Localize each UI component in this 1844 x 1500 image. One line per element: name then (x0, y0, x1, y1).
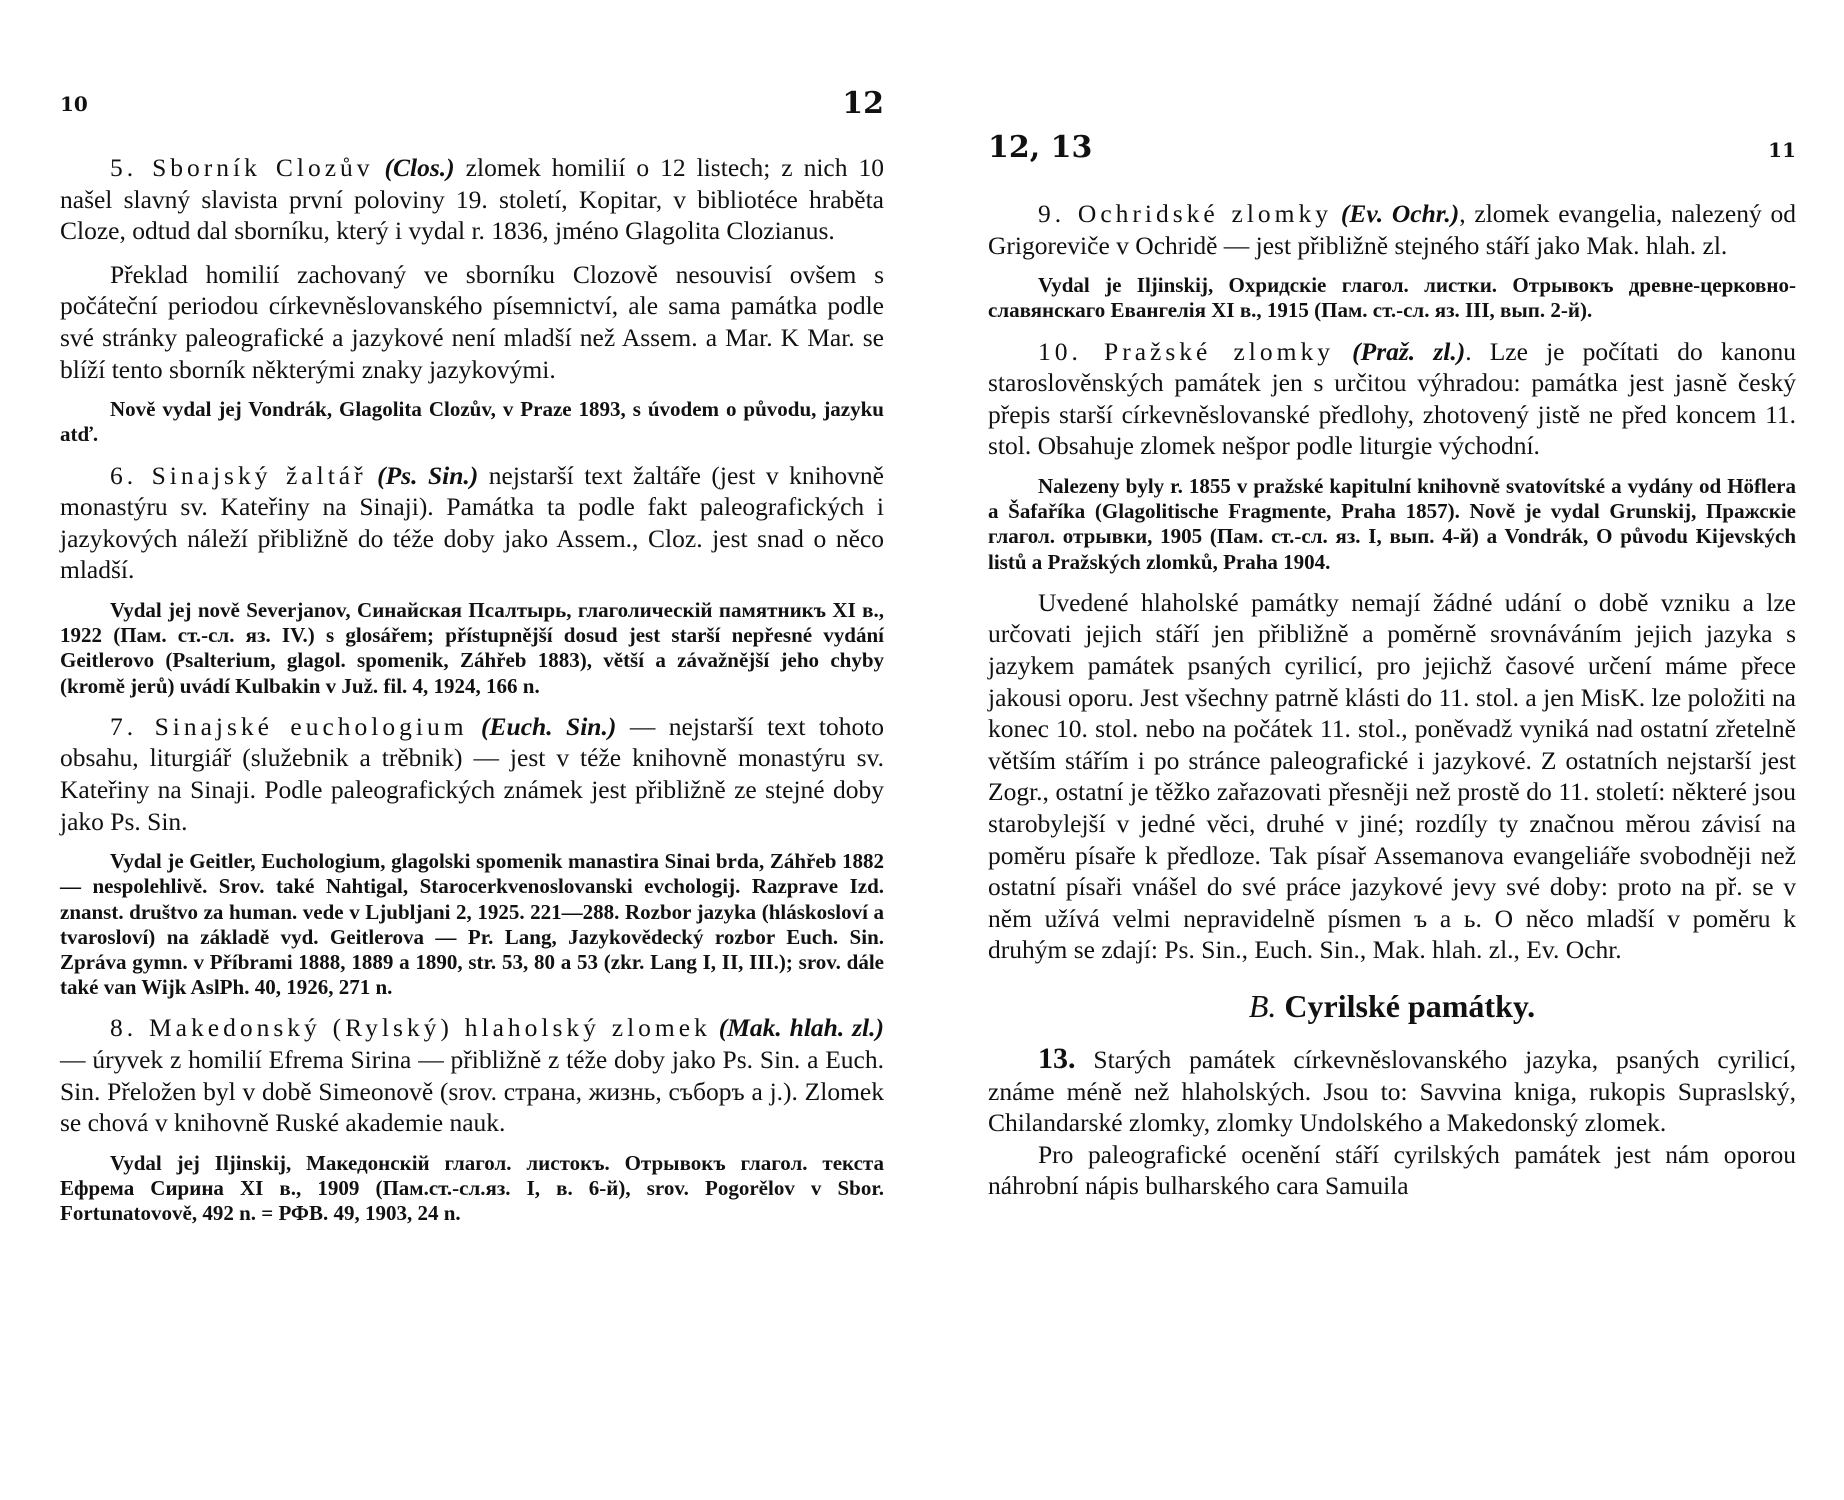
section-7-abbreviation: (Euch. Sin.) (481, 711, 617, 741)
section-13-text: Starých památek církevněslovanského jazyka, psaných cyrilicí, známe méně než hlaholských. Jsou to: Savvina kniga, rukopis Supraslský, Chilandarské zlomky, zlomky Undolského a Makedonský zlomek. (988, 1044, 1797, 1138)
section-10-text: . Lze je počítati do kanonu staroslověnských památek jen s určitou výhradou: památka jest jasně český přepis starší církevněslovanské předlohy, zhotovený jistě ne před koncem 11. stol. Obsahuje zlomek nešpor podle liturgie východní. (988, 336, 1796, 461)
page-number: 10 (60, 92, 88, 116)
section-6-paragraph (60, 460, 884, 586)
right-page-header (988, 130, 1796, 198)
section-13-number: 13. (1038, 1041, 1076, 1075)
section-b-letter: B. (1248, 987, 1277, 1024)
section-8-abbreviation: (Mak. hlah. zl.) (718, 1013, 884, 1043)
section-reference: 12, 13 (988, 130, 1093, 165)
right-page (922, 0, 1844, 1500)
section-9-text: , zlomek evangelia, nalezený od Grigoreviče v Ochridě — jest přibližně stejného stáří jako Mak. hlah. zl. (988, 199, 1797, 260)
section-13-paragraph-2: Pro paleografické ocenění stáří cyrilských památek jest nám oporou náhrobní nápis bulharského cara Samuila (988, 1139, 1796, 1201)
summary-paragraph: Uvedené hlaholské památky nemají žádné udání o době vzniku a lze určovati jejich stáří jen přibližně a poměrně srovnáváním jejich jazyka s jazykem památek psaných cyrilicí, pro jejichž časové určení máme přece jakousi oporu. Jest všechny patrně klásti do 11. stol. a jen MisK. lze položiti na konec 10. stol. nebo na počátek 11. stol., poněvadž vyniká nad ostatní zřetelně větším stářím i po stránce paleografické i jazykové. Z ostatních nejstarší jest Zogr., ostatní je těžko zařazovati přesněji než prostě do 11. století: některé jsou starobylejší v jedné věci, druhé v jiné; rozdíly ty značnou měrou závisí na poměru písaře k předloze. Tak písař Assemanova evangeliáře svobodněji než ostatní písaři vnášel do své práce jazykové jevy své doby: proto na př. se v něm užívá velmi nepravidelně písmen ъ a ь. O něco mladší v poměru k druhým se zdají: Ps. Sin., Euch. Sin., Mak. hlah. zl., Ev. Ochr. (988, 587, 1796, 965)
section-10-heading: 10. Pražské zlomky (1038, 336, 1334, 366)
section-7-paragraph (60, 711, 884, 837)
section-6-note: Vydal jej nově Severjanov, Синайская Псалтырь, глаголическій памятникъ XI в., 1922 (Пам. ст.-сл. яз. IV.) s glosářem; přístupnější dosud jest starší nepřesné vydání Geitlerovo (Psalterium, glagol. spomenik, Záhřeb 1883), větší a závažnější jeho chyby (kromě jerů) uvádí Kulbakin v Juž. fil. 4, 1924, 166 n. (60, 597, 884, 698)
section-8-text: — úryvek z homilií Efrema Sirina — přibližně z téže doby jako Ps. Sin. a Euch. Sin. Přeložen byl v době Simeonově (srov. страна, жизнь, съборъ a j.). Zlomek se chová v knihovně Ruské akademie nauk. (60, 1044, 884, 1138)
section-6-abbreviation: (Ps. Sin.) (377, 460, 479, 490)
section-5-note: Nově vydal jej Vondrák, Glagolita Clozův, v Praze 1893, s úvodem o původu, jazyku atď. (60, 397, 884, 447)
section-9-abbreviation: (Ev. Ochr.) (1340, 199, 1460, 228)
section-b-title: Cyrilské památky. (1284, 987, 1536, 1024)
section-5-abbreviation: (Clos.) (384, 153, 455, 182)
section-10-abbreviation: (Praž. zl.) (1352, 336, 1466, 366)
left-page-header (60, 86, 884, 152)
section-reference: 12 (842, 86, 884, 121)
section-6-heading: 6. Sinajský žaltář (110, 460, 367, 490)
section-9-note: Vydal je Iljinskij, Охридскіе глагол. листки. Отрывокъ древне-церковно-славянскаго Евангелія XI в., 1915 (Пам. ст.-сл. яз. III, вып. 2-й). (988, 273, 1796, 323)
section-6-text: nejstarší text žaltáře (jest v knihovně monastýru sv. Kateřiny na Sinaji). Památka ta podle fakt paleografických i jazykových náleží přibližně do téže doby jako Assem., Cloz. jest snad o něco mladší. (60, 460, 884, 585)
section-7-note: Vydal je Geitler, Euchologium, glagolski spomenik manastira Sinai brda, Záhřeb 1882 — nespolehlivě. Srov. také Nahtigal, Starocerkvenoslovanski evchologij. Razprave Izd. znanst. društvo za human. vede v Ljubljani 2, 1925. 221—288. Rozbor jazyka (hláskosloví a tvarosloví) na základě vyd. Geitlerova — Pr. Lang, Jazykovědecký rozbor Euch. Sin. Zpráva gymn. v Příbrami 1888, 1889 a 1890, str. 53, 80 a 53 (zkr. Lang I, II, III.); srov. dále také van Wijk AslPh. 40, 1926, 271 n. (60, 849, 884, 1000)
section-9-paragraph (988, 198, 1796, 261)
section-10-note: Nalezeny byly r. 1855 v pražské kapitulní knihovně svatovítské a vydány od Höflera a Šafaříka (Glagolitische Fragmente, Praha 1857). Nově je vydal Grunskij, Пражскіе глагол. отрывки, 1905 (Пам. ст.-сл. яз. I, вып. 4-й) a Vondrák, O původu Kijevských listů a Pražských zlomků, Praha 1904. (988, 473, 1796, 574)
section-b-heading (988, 988, 1796, 1025)
section-7-text: — nejstarší text tohoto obsahu, liturgiář (služebnik a trěbnik) — jest v téže knihovně monastýru sv. Kateřiny na Sinaji. Podle paleografických známek jest přibližně ze stejné doby jako Ps. Sin. (60, 711, 885, 836)
section-5-paragraph-2: Překlad homilií zachovaný ve sborníku Clozově nesouvisí ovšem s počáteční periodou církevněslovanského písemnictví, ale sama památka podle své stránky paleografické a jazykové není mladší než Assem. a Mar. K Mar. se blíží tento sborník některými znaky jazykovými. (60, 259, 884, 384)
section-5-heading: 5. Sborník Clozův (110, 153, 374, 182)
section-8-heading: 8. Makedonský (Rylský) hlaholský zlomek (110, 1013, 711, 1043)
section-13-paragraph (988, 1043, 1796, 1139)
page-number: 11 (1768, 138, 1796, 162)
section-7-heading: 7. Sinajské euchologium (110, 711, 468, 741)
section-8-paragraph (60, 1012, 884, 1138)
section-8-note: Vydal jej Iljinskij, Македонскій глагол. листокъ. Отрывокъ глагол. текста Ефрема Сирина XI в., 1909 (Пам.ст.-сл.яз. I, в. 6-й), srov. Pogorělov v Sbor. Fortunatovově, 492 n. = РФВ. 49, 1903, 24 n. (60, 1150, 884, 1226)
section-5-text: zlomek homilií o 12 listech; z nich 10 našel slavný slavista první poloviny 19. století, Kopitar, v bibliotéce hraběta Cloze, odtud dal sborníku, který i vydal r. 1836, jméno Glagolita Clozianus. (60, 153, 885, 246)
section-10-paragraph (988, 336, 1796, 462)
section-5-paragraph (60, 152, 884, 247)
section-9-heading: 9. Ochridské zlomky (1038, 199, 1333, 228)
